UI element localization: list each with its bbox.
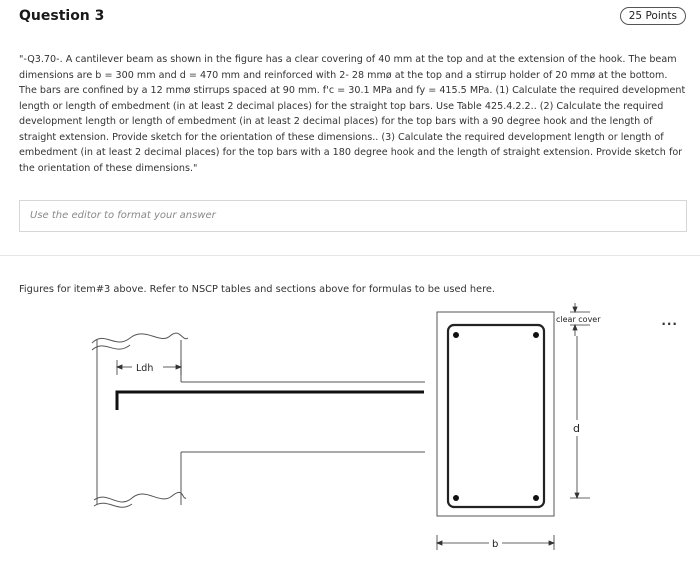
section-outline: [437, 312, 554, 516]
points-badge: 25 Points: [620, 7, 686, 25]
hooked-top-bar: [117, 392, 424, 410]
figures-caption: Figures for item#3 above. Refer to NSCP tables and sections above for formulas to be used here.: [19, 284, 496, 295]
d-label: d: [573, 422, 580, 435]
b-label: b: [492, 539, 499, 550]
beam-section: [437, 312, 554, 516]
section-bars: [453, 332, 539, 501]
d-dimension: [570, 336, 590, 498]
top-bar-left: [453, 332, 459, 338]
stirrup: [448, 325, 544, 507]
clear-cover-label: clear cover: [556, 315, 601, 324]
break-line-bottom-2: [94, 503, 132, 507]
bottom-bar-left: [453, 495, 459, 501]
question-prompt: "-Q3.70-. A cantilever beam as shown in the figure has a clear covering of 40 mm at the top and at the extension of the hook. The beam dimensions are b = 300 mm and d = 470 mm and reinforced with 2- 28 mmø at the top and a stirrup holder of 20 mmø at the bottom. The bars are confined by a 12 mmø stirrups spaced at 90 mm. f'c = 30.1 MPa and fy = 415.5 MPa. (1) Calculate the required development length or length of embedment (in at least 2 decimal places) for the straight top bars. Use Table 425.4.2.2.. (2) Calculate the required development length or length of embedment (in at least 2 decimal places) for the top bars with a 90 degree hook and the length of straight extension. Provide sketch for the orientation of these dimensions.. (3) Calculate the required development length or length of embedment (in at least 2 decimal places) for the top bars with a 180 degree hook and the length of straight extension. Provide sketch for the orientation of these dimensions.": [19, 54, 686, 174]
bottom-bar-right: [533, 495, 539, 501]
question-title: Question 3: [19, 8, 105, 24]
top-bar-right: [533, 332, 539, 338]
ldh-label: Ldh: [136, 363, 154, 374]
break-line-top: [92, 333, 188, 343]
answer-placeholder: Use the editor to format your answer: [30, 210, 216, 221]
more-options-icon[interactable]: ...: [661, 314, 678, 328]
break-line-top-2: [92, 345, 130, 350]
beam-elevation: [92, 333, 425, 507]
break-line-bottom: [94, 492, 186, 502]
